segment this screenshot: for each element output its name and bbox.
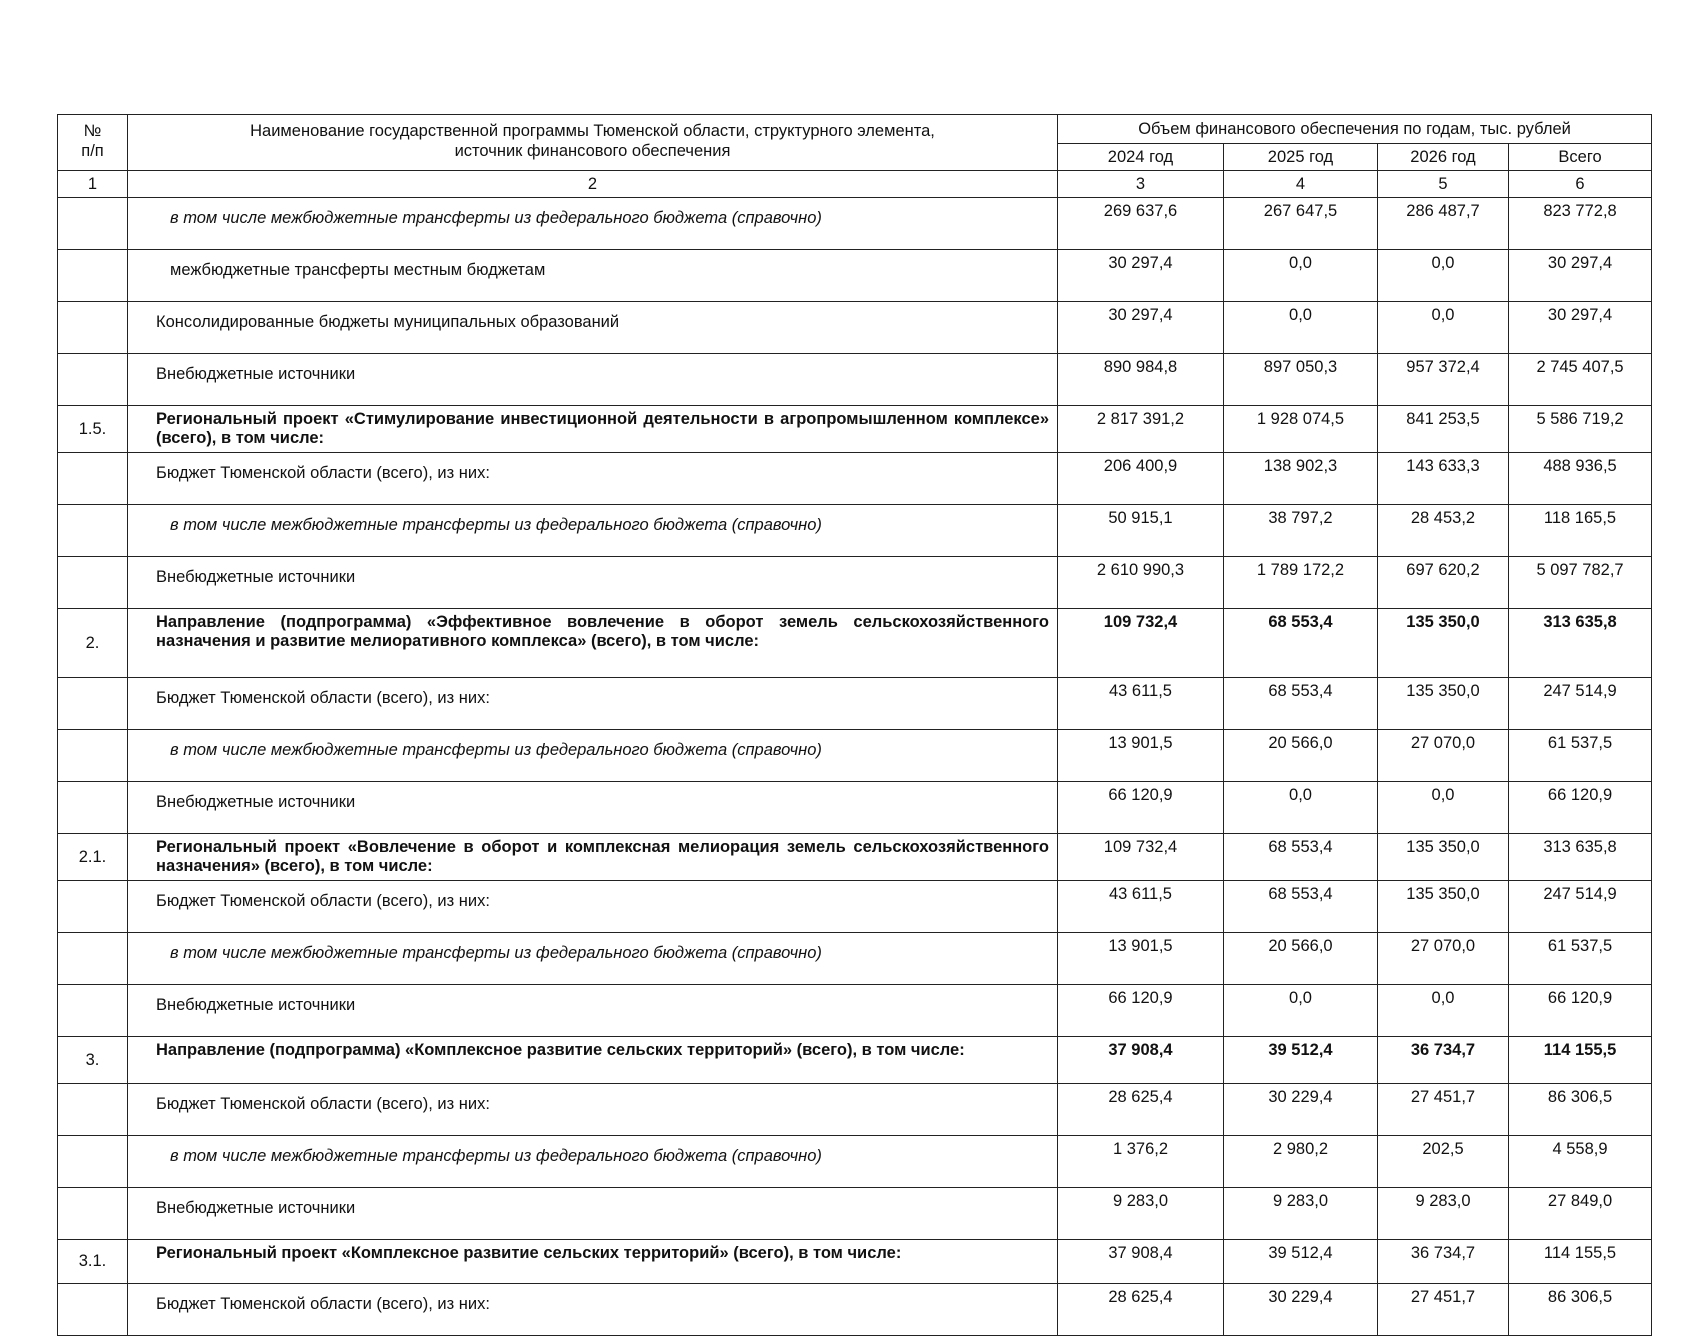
value-2024: 66 120,9 (1058, 782, 1224, 834)
column-index: 5 (1378, 171, 1509, 198)
row-number (58, 1188, 128, 1240)
value-2025: 20 566,0 (1224, 933, 1378, 985)
value-2025: 39 512,4 (1224, 1240, 1378, 1284)
value-2026: 27 070,0 (1378, 933, 1509, 985)
value-2025: 0,0 (1224, 302, 1378, 354)
table-row (58, 678, 1652, 730)
value-2026: 0,0 (1378, 250, 1509, 302)
header-number (58, 115, 128, 171)
table-row (58, 782, 1652, 834)
value-2025: 897 050,3 (1224, 354, 1378, 406)
value-total: 30 297,4 (1509, 302, 1652, 354)
row-name: Внебюджетные источники (128, 1188, 1058, 1240)
row-name: Бюджет Тюменской области (всего), из них: (128, 881, 1058, 933)
value-2025: 1 789 172,2 (1224, 557, 1378, 609)
value-2024: 13 901,5 (1058, 933, 1224, 985)
table-row (58, 406, 1652, 453)
value-2025: 30 229,4 (1224, 1284, 1378, 1336)
row-name: Региональный проект «Вовлечение в оборот и комплексная мелиорация земель сельскохозяйственного назначения» (всего), в том числе: (128, 834, 1058, 881)
column-index: 3 (1058, 171, 1224, 198)
header-year-2024: 2024 год (1058, 144, 1224, 171)
row-name: Внебюджетные источники (128, 354, 1058, 406)
value-2026: 957 372,4 (1378, 354, 1509, 406)
value-2026: 27 451,7 (1378, 1084, 1509, 1136)
value-2025: 0,0 (1224, 985, 1378, 1037)
header-total: Всего (1509, 144, 1652, 171)
value-2025: 0,0 (1224, 782, 1378, 834)
row-name: Направление (подпрограмма) «Комплексное развитие сельских территорий» (всего), в том числе: (128, 1037, 1058, 1084)
value-2024: 43 611,5 (1058, 881, 1224, 933)
header-name: Наименование государственной программы Тюменской области, структурного элемента, источник финансового обеспечения (128, 115, 1058, 171)
value-total: 488 936,5 (1509, 453, 1652, 505)
table-row (58, 985, 1652, 1037)
row-name: Внебюджетные источники (128, 782, 1058, 834)
value-2026: 36 734,7 (1378, 1240, 1509, 1284)
row-number: 3. (58, 1037, 128, 1084)
value-2026: 135 350,0 (1378, 609, 1509, 678)
row-name: в том числе межбюджетные трансферты из федерального бюджета (справочно) (128, 505, 1058, 557)
value-total: 5 586 719,2 (1509, 406, 1652, 453)
row-number (58, 505, 128, 557)
row-name: в том числе межбюджетные трансферты из федерального бюджета (справочно) (128, 1136, 1058, 1188)
table-body (58, 198, 1652, 1336)
table-row (58, 505, 1652, 557)
value-total: 86 306,5 (1509, 1284, 1652, 1336)
table-row (58, 881, 1652, 933)
value-2025: 267 647,5 (1224, 198, 1378, 250)
value-2024: 30 297,4 (1058, 302, 1224, 354)
value-2026: 202,5 (1378, 1136, 1509, 1188)
document-page (57, 114, 1651, 1336)
header-number-label: № п/п (81, 122, 104, 160)
row-number (58, 730, 128, 782)
value-total: 247 514,9 (1509, 881, 1652, 933)
table-row (58, 609, 1652, 678)
row-number (58, 557, 128, 609)
column-index: 6 (1509, 171, 1652, 198)
row-name: Бюджет Тюменской области (всего), из них: (128, 678, 1058, 730)
value-total: 5 097 782,7 (1509, 557, 1652, 609)
row-name: Внебюджетные источники (128, 985, 1058, 1037)
row-number (58, 1284, 128, 1336)
table-row (58, 933, 1652, 985)
value-2024: 28 625,4 (1058, 1284, 1224, 1336)
row-number: 1.5. (58, 406, 128, 453)
value-2026: 27 070,0 (1378, 730, 1509, 782)
value-2026: 286 487,7 (1378, 198, 1509, 250)
table-row (58, 1084, 1652, 1136)
value-2025: 20 566,0 (1224, 730, 1378, 782)
row-number (58, 1084, 128, 1136)
row-number (58, 453, 128, 505)
value-total: 86 306,5 (1509, 1084, 1652, 1136)
row-number (58, 354, 128, 406)
value-2024: 2 817 391,2 (1058, 406, 1224, 453)
row-number (58, 198, 128, 250)
row-number (58, 933, 128, 985)
value-2024: 30 297,4 (1058, 250, 1224, 302)
row-name: Направление (подпрограмма) «Эффективное вовлечение в оборот земель сельскохозяйственного назначения и развитие мелиоративного комплекса» (всего), в том числе: (128, 609, 1058, 678)
value-total: 61 537,5 (1509, 933, 1652, 985)
value-2026: 0,0 (1378, 302, 1509, 354)
value-2026: 0,0 (1378, 985, 1509, 1037)
row-number (58, 302, 128, 354)
value-total: 247 514,9 (1509, 678, 1652, 730)
value-2024: 890 984,8 (1058, 354, 1224, 406)
row-number (58, 1136, 128, 1188)
value-2026: 28 453,2 (1378, 505, 1509, 557)
column-index: 4 (1224, 171, 1378, 198)
header-volume: Объем финансового обеспечения по годам, тыс. рублей (1058, 115, 1652, 144)
row-name: Региональный проект «Комплексное развитие сельских территорий» (всего), в том числе: (128, 1240, 1058, 1284)
value-2024: 66 120,9 (1058, 985, 1224, 1037)
value-total: 313 635,8 (1509, 834, 1652, 881)
table-row (58, 198, 1652, 250)
value-2024: 206 400,9 (1058, 453, 1224, 505)
value-total: 118 165,5 (1509, 505, 1652, 557)
table-row (58, 1284, 1652, 1336)
value-2025: 68 553,4 (1224, 609, 1378, 678)
table-row (58, 302, 1652, 354)
row-name: в том числе межбюджетные трансферты из федерального бюджета (справочно) (128, 933, 1058, 985)
row-name: в том числе межбюджетные трансферты из федерального бюджета (справочно) (128, 730, 1058, 782)
value-2024: 13 901,5 (1058, 730, 1224, 782)
row-name: Бюджет Тюменской области (всего), из них: (128, 453, 1058, 505)
value-2025: 9 283,0 (1224, 1188, 1378, 1240)
row-number (58, 782, 128, 834)
value-2025: 39 512,4 (1224, 1037, 1378, 1084)
header-year-2026: 2026 год (1378, 144, 1509, 171)
value-total: 61 537,5 (1509, 730, 1652, 782)
row-name: Внебюджетные источники (128, 557, 1058, 609)
table-row (58, 354, 1652, 406)
table-row (58, 453, 1652, 505)
value-2025: 68 553,4 (1224, 678, 1378, 730)
value-2026: 135 350,0 (1378, 881, 1509, 933)
row-name: Консолидированные бюджеты муниципальных образований (128, 302, 1058, 354)
value-2024: 109 732,4 (1058, 609, 1224, 678)
value-2026: 135 350,0 (1378, 678, 1509, 730)
value-2024: 1 376,2 (1058, 1136, 1224, 1188)
table-row (58, 557, 1652, 609)
value-2026: 0,0 (1378, 782, 1509, 834)
value-2026: 135 350,0 (1378, 834, 1509, 881)
row-name: Бюджет Тюменской области (всего), из них: (128, 1284, 1058, 1336)
value-2026: 841 253,5 (1378, 406, 1509, 453)
financing-table (57, 114, 1652, 1336)
value-total: 30 297,4 (1509, 250, 1652, 302)
value-total: 823 772,8 (1509, 198, 1652, 250)
value-total: 313 635,8 (1509, 609, 1652, 678)
row-name: Региональный проект «Стимулирование инвестиционной деятельности в агропромышленном комплексе» (всего), в том числе: (128, 406, 1058, 453)
header-year-2025: 2025 год (1224, 144, 1378, 171)
value-total: 2 745 407,5 (1509, 354, 1652, 406)
value-2025: 0,0 (1224, 250, 1378, 302)
row-name: в том числе межбюджетные трансферты из федерального бюджета (справочно) (128, 198, 1058, 250)
row-number (58, 250, 128, 302)
value-2026: 697 620,2 (1378, 557, 1509, 609)
value-2026: 27 451,7 (1378, 1284, 1509, 1336)
row-number: 3.1. (58, 1240, 128, 1284)
value-total: 114 155,5 (1509, 1037, 1652, 1084)
value-2026: 9 283,0 (1378, 1188, 1509, 1240)
value-2024: 43 611,5 (1058, 678, 1224, 730)
table-row (58, 250, 1652, 302)
table-row (58, 1037, 1652, 1084)
row-number: 2. (58, 609, 128, 678)
value-2025: 38 797,2 (1224, 505, 1378, 557)
value-2026: 36 734,7 (1378, 1037, 1509, 1084)
value-total: 27 849,0 (1509, 1188, 1652, 1240)
row-number: 2.1. (58, 834, 128, 881)
value-2025: 1 928 074,5 (1224, 406, 1378, 453)
row-number (58, 881, 128, 933)
value-2024: 37 908,4 (1058, 1037, 1224, 1084)
value-total: 114 155,5 (1509, 1240, 1652, 1284)
value-2024: 109 732,4 (1058, 834, 1224, 881)
table-row (58, 1188, 1652, 1240)
table-row (58, 730, 1652, 782)
value-2025: 138 902,3 (1224, 453, 1378, 505)
value-total: 66 120,9 (1509, 985, 1652, 1037)
row-number (58, 678, 128, 730)
value-2024: 2 610 990,3 (1058, 557, 1224, 609)
value-2024: 28 625,4 (1058, 1084, 1224, 1136)
column-index: 1 (58, 171, 128, 198)
column-index: 2 (128, 171, 1058, 198)
value-2024: 269 637,6 (1058, 198, 1224, 250)
value-2025: 68 553,4 (1224, 881, 1378, 933)
value-2024: 50 915,1 (1058, 505, 1224, 557)
value-2026: 143 633,3 (1378, 453, 1509, 505)
value-2025: 68 553,4 (1224, 834, 1378, 881)
value-2025: 30 229,4 (1224, 1084, 1378, 1136)
value-2024: 37 908,4 (1058, 1240, 1224, 1284)
value-total: 4 558,9 (1509, 1136, 1652, 1188)
table-row (58, 1136, 1652, 1188)
row-name: Бюджет Тюменской области (всего), из них: (128, 1084, 1058, 1136)
value-2024: 9 283,0 (1058, 1188, 1224, 1240)
value-2025: 2 980,2 (1224, 1136, 1378, 1188)
table-row (58, 834, 1652, 881)
value-total: 66 120,9 (1509, 782, 1652, 834)
table-row (58, 1240, 1652, 1284)
row-number (58, 985, 128, 1037)
row-name: межбюджетные трансферты местным бюджетам (128, 250, 1058, 302)
